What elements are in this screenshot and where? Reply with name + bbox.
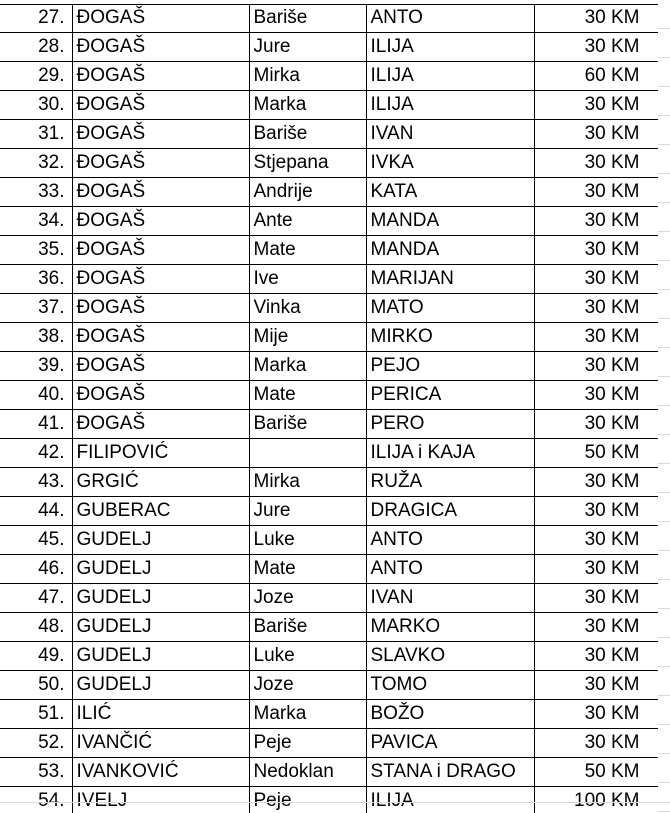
table-row (0, 149, 658, 178)
father-name-cell[interactable]: Mate (249, 381, 366, 410)
first-name-cell[interactable]: STANA i DRAGO (366, 758, 534, 787)
row-number-cell[interactable]: 49. (0, 642, 72, 671)
amount-cell[interactable]: 30 KM (534, 468, 658, 497)
surname-cell[interactable]: IVELJ (72, 787, 249, 813)
amount-cell[interactable]: 30 KM (534, 526, 658, 555)
surname-cell[interactable]: ĐOGAŠ (72, 149, 249, 178)
surname-cell[interactable]: GUBERAC (72, 497, 249, 526)
row-number-cell[interactable]: 38. (0, 323, 72, 352)
surname-cell[interactable]: GUDELJ (72, 526, 249, 555)
first-name-cell[interactable]: PEJO (366, 352, 534, 381)
father-name-cell[interactable]: Bariše (249, 410, 366, 439)
father-name-cell[interactable]: Joze (249, 584, 366, 613)
table-row (0, 120, 658, 149)
first-name-cell[interactable]: ILIJA (366, 62, 534, 91)
row-number-cell[interactable]: 39. (0, 352, 72, 381)
amount-cell[interactable]: 30 KM (534, 265, 658, 294)
father-name-cell[interactable]: Luke (249, 642, 366, 671)
first-name-cell[interactable]: DRAGICA (366, 497, 534, 526)
amount-cell[interactable]: 30 KM (534, 33, 658, 62)
amount-cell[interactable]: 30 KM (534, 120, 658, 149)
surname-cell[interactable]: GUDELJ (72, 642, 249, 671)
amount-cell[interactable]: 30 KM (534, 729, 658, 758)
table-row (0, 323, 658, 352)
amount-cell[interactable]: 30 KM (534, 294, 658, 323)
first-name-cell[interactable]: MANDA (366, 207, 534, 236)
row-number-cell[interactable]: 36. (0, 265, 72, 294)
surname-cell[interactable]: ĐOGAŠ (72, 381, 249, 410)
father-name-cell[interactable]: Marka (249, 91, 366, 120)
father-name-cell[interactable]: Luke (249, 526, 366, 555)
table-row (0, 178, 658, 207)
first-name-cell[interactable]: PERICA (366, 381, 534, 410)
amount-cell[interactable]: 30 KM (534, 671, 658, 700)
amount-cell[interactable]: 30 KM (534, 700, 658, 729)
table-row (0, 265, 658, 294)
surname-cell[interactable]: ĐOGAŠ (72, 207, 249, 236)
father-name-cell[interactable]: Joze (249, 671, 366, 700)
surname-cell[interactable]: ĐOGAŠ (72, 120, 249, 149)
table-row (0, 410, 658, 439)
father-name-cell[interactable]: Ante (249, 207, 366, 236)
amount-cell[interactable]: 30 KM (534, 236, 658, 265)
first-name-cell[interactable]: MARIJAN (366, 265, 534, 294)
first-name-cell[interactable]: ILIJA (366, 33, 534, 62)
row-number-cell[interactable]: 32. (0, 149, 72, 178)
row-number-cell[interactable]: 37. (0, 294, 72, 323)
surname-cell[interactable]: GUDELJ (72, 584, 249, 613)
first-name-cell[interactable]: ILIJA i KAJA (366, 439, 534, 468)
father-name-cell[interactable]: Nedoklan (249, 758, 366, 787)
father-name-cell[interactable]: Bariše (249, 4, 366, 33)
row-number-cell[interactable]: 33. (0, 178, 72, 207)
first-name-cell[interactable]: ANTO (366, 4, 534, 33)
amount-cell[interactable]: 50 KM (534, 758, 658, 787)
surname-cell[interactable]: ĐOGAŠ (72, 4, 249, 33)
table-row (0, 381, 658, 410)
table-row (0, 352, 658, 381)
surname-cell[interactable]: ĐOGAŠ (72, 265, 249, 294)
father-name-cell[interactable]: Mate (249, 555, 366, 584)
first-name-cell[interactable]: MIRKO (366, 323, 534, 352)
row-number-cell[interactable]: 44. (0, 497, 72, 526)
father-name-cell[interactable]: Jure (249, 497, 366, 526)
row-number-cell[interactable]: 45. (0, 526, 72, 555)
surname-cell[interactable]: ĐOGAŠ (72, 410, 249, 439)
table-row (0, 555, 658, 584)
father-name-cell[interactable]: Marka (249, 352, 366, 381)
surname-cell[interactable]: IVANČIĆ (72, 729, 249, 758)
row-number-cell[interactable]: 27. (0, 4, 72, 33)
row-number-cell[interactable]: 42. (0, 439, 72, 468)
first-name-cell[interactable]: PERO (366, 410, 534, 439)
father-name-cell[interactable]: Ive (249, 265, 366, 294)
empty-column-gridlines (658, 0, 670, 813)
father-name-cell[interactable]: Mirka (249, 468, 366, 497)
table-row (0, 584, 658, 613)
surname-cell[interactable]: IVANKOVIĆ (72, 758, 249, 787)
first-name-cell[interactable]: IVAN (366, 120, 534, 149)
amount-cell[interactable]: 30 KM (534, 497, 658, 526)
father-name-cell[interactable]: Mirka (249, 62, 366, 91)
surname-cell[interactable]: ĐOGAŠ (72, 352, 249, 381)
surname-cell[interactable]: ĐOGAŠ (72, 323, 249, 352)
table-body (0, 4, 658, 813)
row-number-cell[interactable]: 46. (0, 555, 72, 584)
father-name-cell[interactable]: Stjepana (249, 149, 366, 178)
surname-cell[interactable]: ĐOGAŠ (72, 294, 249, 323)
amount-cell[interactable]: 30 KM (534, 584, 658, 613)
row-number-cell[interactable]: 52. (0, 729, 72, 758)
row-number-cell[interactable]: 28. (0, 33, 72, 62)
table-row (0, 236, 658, 265)
surname-cell[interactable]: GRGIĆ (72, 468, 249, 497)
surname-cell[interactable]: ĐOGAŠ (72, 236, 249, 265)
table-row (0, 294, 658, 323)
row-number-cell[interactable]: 53. (0, 758, 72, 787)
surname-cell[interactable]: FILIPOVIĆ (72, 439, 249, 468)
table-row (0, 439, 658, 468)
father-name-cell[interactable]: Jure (249, 33, 366, 62)
surname-cell[interactable]: ĐOGAŠ (72, 62, 249, 91)
first-name-cell[interactable]: PAVICA (366, 729, 534, 758)
first-name-cell[interactable]: ILIJA (366, 91, 534, 120)
table-row (0, 33, 658, 62)
row-number-cell[interactable]: 50. (0, 671, 72, 700)
surname-cell[interactable]: GUDELJ (72, 671, 249, 700)
grid-bottom-edge (0, 802, 670, 813)
first-name-cell[interactable]: SLAVKO (366, 642, 534, 671)
row-number-cell[interactable]: 47. (0, 584, 72, 613)
row-number-cell[interactable]: 41. (0, 410, 72, 439)
table-row (0, 4, 658, 33)
first-name-cell[interactable]: TOMO (366, 671, 534, 700)
first-name-cell[interactable]: MARKO (366, 613, 534, 642)
father-name-cell[interactable] (249, 439, 366, 468)
amount-cell[interactable]: 30 KM (534, 207, 658, 236)
table-row (0, 62, 658, 91)
donations-table (0, 4, 659, 813)
amount-cell[interactable]: 30 KM (534, 4, 658, 33)
father-name-cell[interactable]: Bariše (249, 613, 366, 642)
row-number-cell[interactable]: 51. (0, 700, 72, 729)
amount-cell[interactable]: 30 KM (534, 410, 658, 439)
surname-cell[interactable]: ĐOGAŠ (72, 178, 249, 207)
table-row (0, 700, 658, 729)
amount-cell[interactable]: 30 KM (534, 642, 658, 671)
first-name-cell[interactable]: RUŽA (366, 468, 534, 497)
first-name-cell[interactable]: KATA (366, 178, 534, 207)
table-row (0, 526, 658, 555)
amount-cell[interactable]: 30 KM (534, 613, 658, 642)
table-row (0, 729, 658, 758)
row-number-cell[interactable]: 54. (0, 787, 72, 813)
table-row (0, 613, 658, 642)
first-name-cell[interactable]: ANTO (366, 555, 534, 584)
surname-cell[interactable]: ILIĆ (72, 700, 249, 729)
row-number-cell[interactable]: 48. (0, 613, 72, 642)
table-row (0, 758, 658, 787)
first-name-cell[interactable]: MATO (366, 294, 534, 323)
father-name-cell[interactable]: Peje (249, 787, 366, 813)
table-row (0, 671, 658, 700)
amount-cell[interactable]: 30 KM (534, 91, 658, 120)
row-number-cell[interactable]: 34. (0, 207, 72, 236)
row-number-cell[interactable]: 43. (0, 468, 72, 497)
surname-cell[interactable]: GUDELJ (72, 555, 249, 584)
row-number-cell[interactable]: 30. (0, 91, 72, 120)
first-name-cell[interactable]: IVKA (366, 149, 534, 178)
father-name-cell[interactable]: Vinka (249, 294, 366, 323)
father-name-cell[interactable]: Mije (249, 323, 366, 352)
table-row (0, 497, 658, 526)
amount-cell[interactable]: 30 KM (534, 149, 658, 178)
row-number-cell[interactable]: 31. (0, 120, 72, 149)
amount-cell[interactable]: 30 KM (534, 555, 658, 584)
father-name-cell[interactable]: Peje (249, 729, 366, 758)
row-number-cell[interactable]: 29. (0, 62, 72, 91)
amount-cell[interactable]: 60 KM (534, 62, 658, 91)
first-name-cell[interactable]: ANTO (366, 526, 534, 555)
table-row (0, 642, 658, 671)
first-name-cell[interactable]: ILIJA (366, 787, 534, 813)
amount-cell[interactable]: 30 KM (534, 352, 658, 381)
amount-cell[interactable]: 50 KM (534, 439, 658, 468)
first-name-cell[interactable]: BOŽO (366, 700, 534, 729)
father-name-cell[interactable]: Andrije (249, 178, 366, 207)
surname-cell[interactable]: ĐOGAŠ (72, 33, 249, 62)
father-name-cell[interactable]: Bariše (249, 120, 366, 149)
surname-cell[interactable]: GUDELJ (72, 613, 249, 642)
first-name-cell[interactable]: IVAN (366, 584, 534, 613)
surname-cell[interactable]: ĐOGAŠ (72, 91, 249, 120)
table-row (0, 468, 658, 497)
amount-cell[interactable]: 30 KM (534, 381, 658, 410)
amount-cell[interactable]: 30 KM (534, 323, 658, 352)
father-name-cell[interactable]: Marka (249, 700, 366, 729)
amount-cell[interactable]: 30 KM (534, 178, 658, 207)
row-number-cell[interactable]: 35. (0, 236, 72, 265)
father-name-cell[interactable]: Mate (249, 236, 366, 265)
amount-cell[interactable]: 100 KM (534, 787, 658, 813)
table-row (0, 207, 658, 236)
table-row (0, 91, 658, 120)
first-name-cell[interactable]: MANDA (366, 236, 534, 265)
row-number-cell[interactable]: 40. (0, 381, 72, 410)
